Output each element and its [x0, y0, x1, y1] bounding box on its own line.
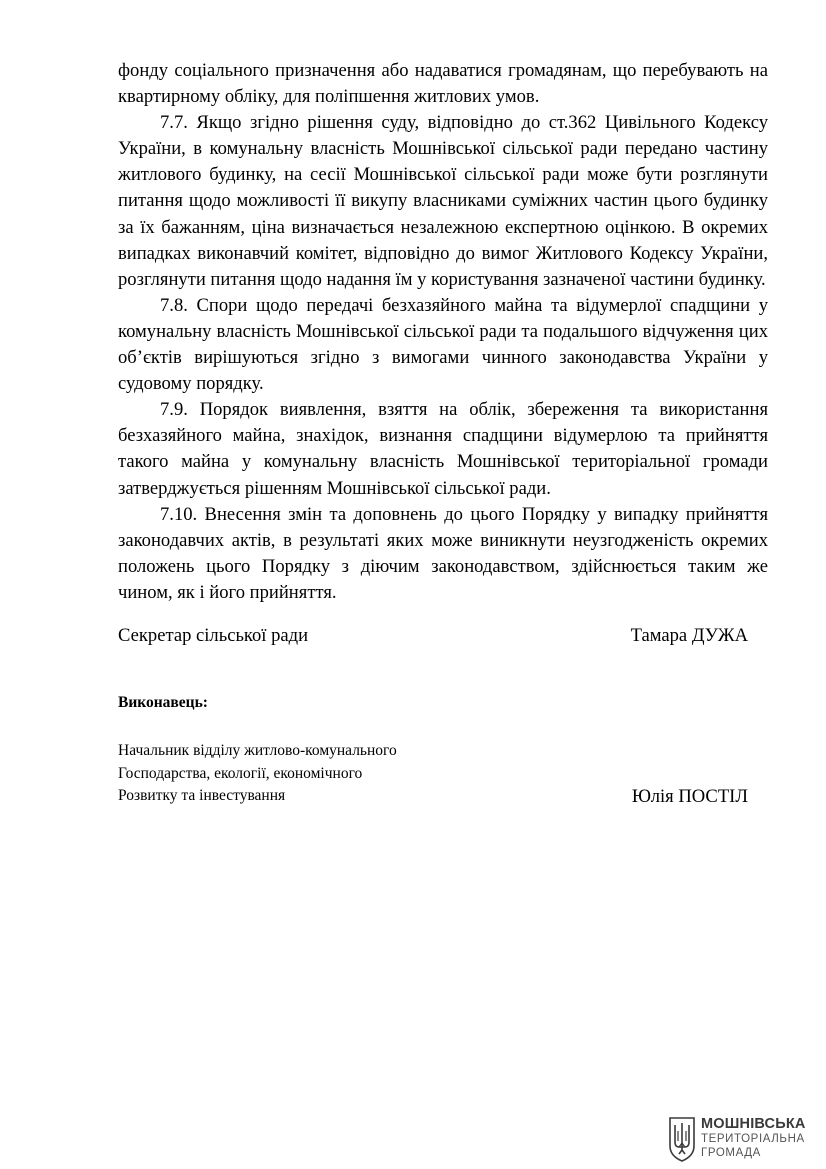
- paragraph-7-9: 7.9. Порядок виявлення, взяття на облік, збереження та використання безхазяйного майна, знахідок, визнання спадщини відумерлою та прийняття такого майна у комунальну власність Мошнівської територіальної громади затверджується рішенням Мошнівської сільської ради.: [118, 399, 768, 499]
- executor-line-3: [118, 785, 748, 808]
- trident-icon: [668, 1116, 696, 1162]
- paragraph-7-8: 7.8. Спори щодо передачі безхазяйного майна та відумерлої спадщини у комунальну власність Мошнівської сільської ради та подальшого відчуження цих об’єктів вирішуються згідно з вимогами чинного законодавства України у судовому порядку.: [118, 294, 768, 395]
- executor-name: Юлія ПОСТІЛ: [631, 786, 748, 807]
- paragraph-7-7: 7.7. Якщо згідно рішення суду, відповідно до ст.362 Цивільного Кодексу України, в комунальну власність Мошнівської сільської ради передано частину житлового будинку, на сесії Мошнівської сільської ради може бути розглянути питання щодо можливості її викупу власниками суміжних частин цього будинку за їх бажанням, ціна визначається незалежною експертною оцінкою. В окремих випадках виконавчий комітет, відповідно до вимог Житлового Кодексу України, розглянути питання щодо надання їм у користування зазначеної частини будинку.: [118, 112, 768, 290]
- document-body: [118, 58, 768, 606]
- executor-position-line: Господарства, екології, економічного: [118, 764, 363, 782]
- signature-name: Тамара ДУЖА: [630, 625, 748, 646]
- executor-block: [118, 740, 748, 808]
- executor-position-line: Розвитку та інвестування: [118, 787, 286, 804]
- logo-title: МОШНІВСЬКА: [701, 1116, 806, 1132]
- logo-subtitle: ТЕРИТОРІАЛЬНА: [701, 1133, 805, 1145]
- logo-subtitle-2: ГРОМАДА: [701, 1147, 761, 1159]
- paragraph-7-10: 7.10. Внесення змін та доповнень до цього Порядку у випадку прийняття законодавчих актів, в результаті яких може виникнути неузгодженість окремих положень цього Порядку з діючим законодавством, здійснюється таким же чином, як і його прийняття.: [118, 503, 768, 603]
- executor-line-1: [118, 740, 748, 763]
- signature-row: [118, 624, 748, 648]
- community-logo: [668, 1116, 808, 1162]
- logo-text: [701, 1116, 806, 1160]
- executor-position-line: Начальник відділу житлово-комунального: [118, 742, 397, 759]
- paragraph-continuation: фонду соціального призначення або надаватися громадянам, що перебувають на квартирному обліку, для поліпшення житлових умов.: [118, 60, 768, 108]
- signature-position: Секретар сільської ради: [118, 625, 309, 646]
- executor-label: Виконавець:: [118, 694, 208, 711]
- executor-line-2: [118, 763, 748, 786]
